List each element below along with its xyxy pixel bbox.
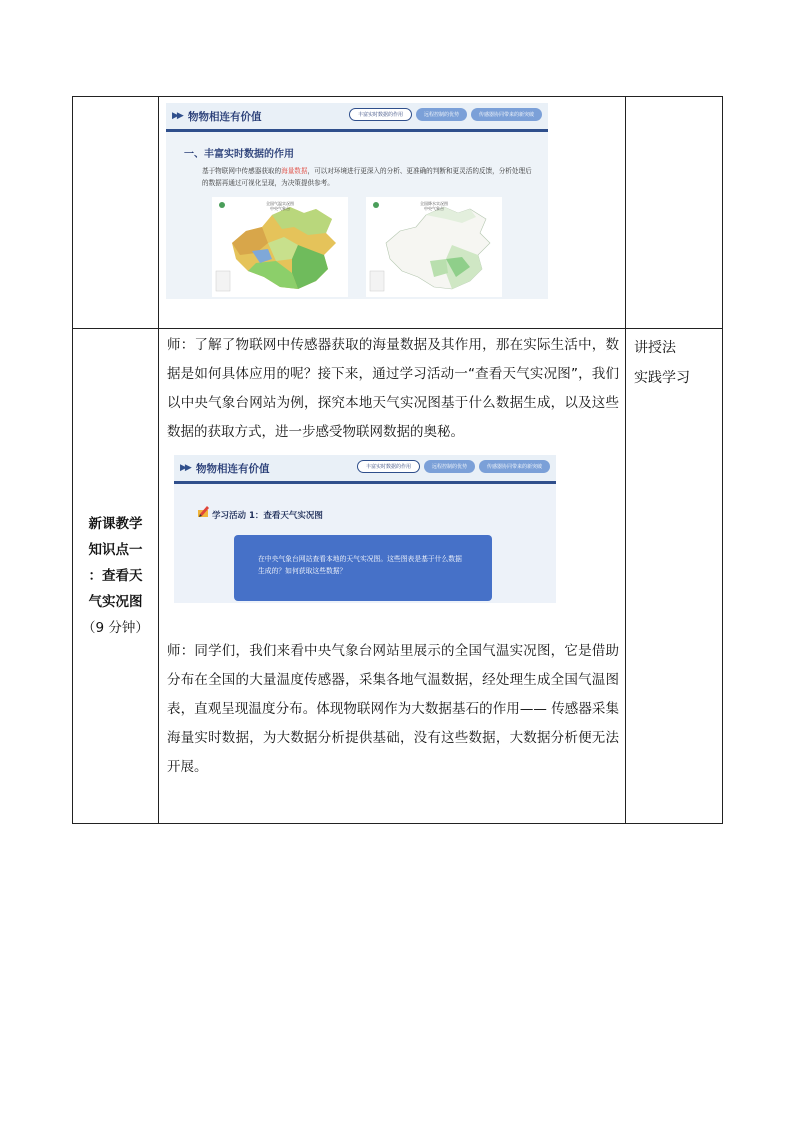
slide-tab: 丰富实时数据的作用 [349,108,412,121]
slide-title: 物物相连有价值 [188,111,262,123]
pencil-icon [196,504,210,518]
slide-tab: 丰富实时数据的作用 [357,460,420,473]
stage-cell [73,329,159,824]
slide-header [166,103,548,132]
precipitation-map [366,197,502,297]
slide-tab: 传感器协同带来的新突破 [471,108,542,121]
activity-title: 学习活动 1：查看天气实况图 [212,511,323,521]
china-precipitation-map-image [366,197,502,297]
play-arrows-icon: ▶▶ [172,111,182,121]
map-title: 全国降水实况图 中央气象台 [420,201,448,211]
method-item: 讲授法 [634,340,676,356]
question-box [234,535,492,601]
temperature-map [212,197,348,297]
stage-label: 新课教学 知识点一 ：查看天 气实况图 （9 分钟） [73,511,158,641]
map-title: 全国气温实况图 中央气象台 [266,201,294,211]
method-cell [626,329,723,824]
highlight-text: 海量数据 [281,167,308,175]
slide-tabs [349,108,542,121]
table-row [73,329,723,824]
slide-real-time-data [166,103,548,299]
china-temperature-map-image [212,197,348,297]
slide-body-text: 基于物联网中传感器获取的海量数据，可以对环境进行更深入的分析、更准确的判断和更灵活的反馈，分析处理后的数据再通过可视化呈现，为决策提供参考。 [202,167,532,187]
content-cell [159,97,626,329]
lesson-plan-table [72,96,723,824]
slide-header [174,455,556,484]
stage-duration: （9 分钟） [82,620,149,636]
slide-heading: 一、丰富实时数据的作用 [184,149,294,160]
teacher-paragraph-2: 师：同学们，我们来看中央气象台网站里展示的全国气温实况图，它是借助分布在全国的大量温度传感器，采集各地气温数据，经处理生成全国气温图表，直观呈现温度分布。体现物联网作为大数据基石的作用—— 传感器采集海量实时数据，为大数据分析提供基础，没有这些数据，大数据分析便无法开展。 [167,643,619,775]
method-cell-empty [626,97,723,329]
slide-tab: 远程控制的优势 [424,460,475,473]
slide-learning-activity [174,455,556,603]
slide-tab: 远程控制的优势 [416,108,467,121]
content-cell [159,329,626,824]
question-text: 在中央气象台网站查看本地的天气实况图。这些图表是基于什么数据生成的？如何获取这些数据？ [258,555,462,575]
slide-title: 物物相连有价值 [196,463,270,475]
stage-cell-empty [73,97,159,329]
method-item: 实践学习 [634,370,690,386]
slide-tab: 传感器协同带来的新突破 [479,460,550,473]
slide-tabs [357,460,550,473]
play-arrows-icon: ▶▶ [180,463,190,473]
table-row [73,97,723,329]
teacher-paragraph-1: 师：了解了物联网中传感器获取的海量数据及其作用，那在实际生活中，数据是如何具体应用的呢？接下来，通过学习活动一“查看天气实况图”，我们以中央气象台网站为例，探究本地天气实况图基于什么数据生成，以及这些数据的获取方式，进一步感受物联网数据的奥秘。 [167,337,619,440]
